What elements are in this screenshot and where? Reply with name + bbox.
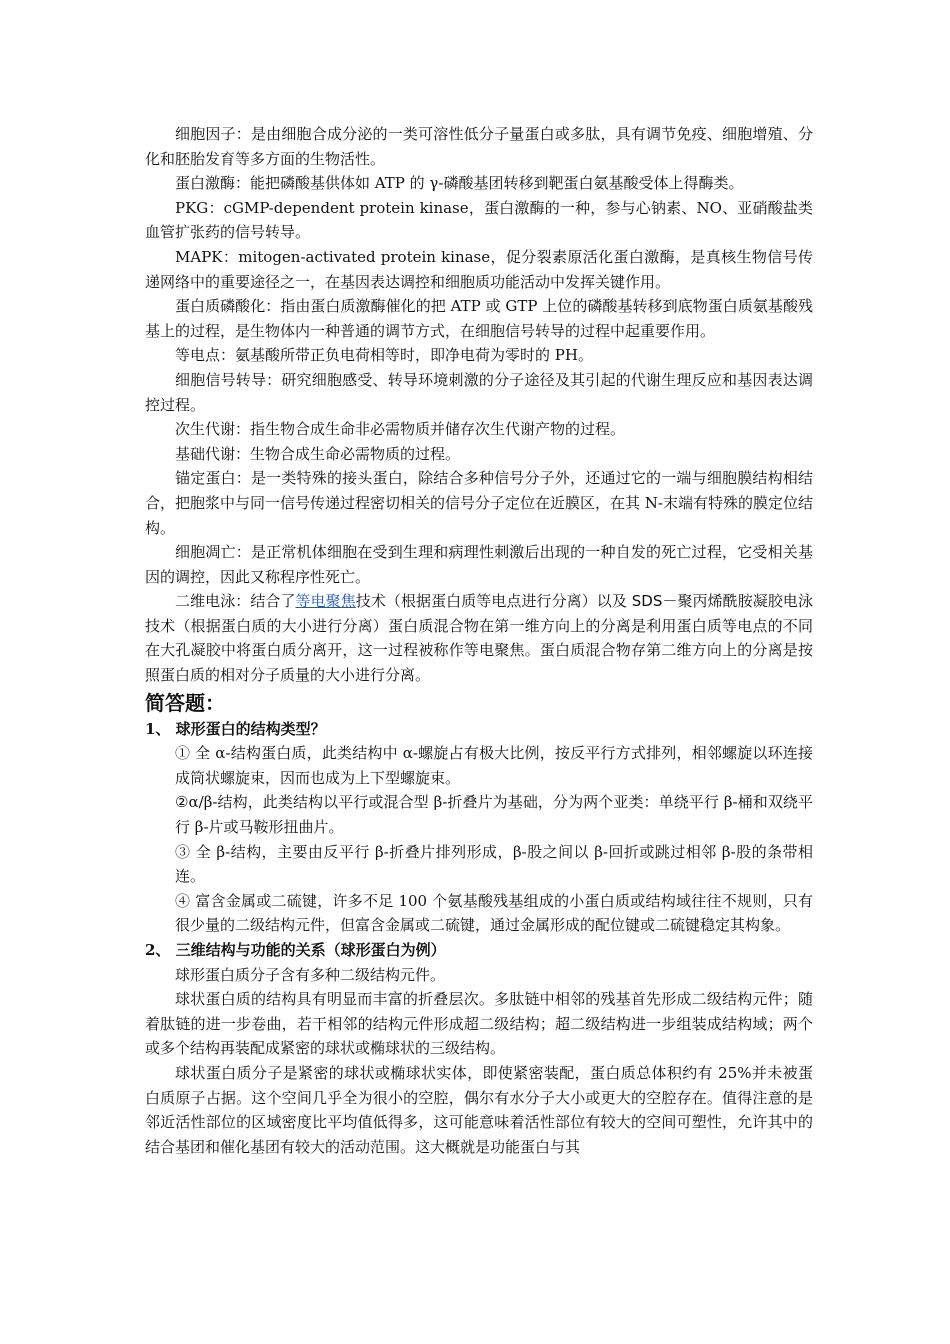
definition-phosphorylation: 蛋白质磷酸化：指由蛋白质激酶催化的把 ATP 或 GTP 上位的磷酸基转移到底物蛋白质氨基酸残基上的过程，是生物体内一种普通的调节方式，在细胞信号转导的过程中起重要作用。 <box>145 297 813 340</box>
definition-protein-kinase: 蛋白激酶：能把磷酸基供体如 ATP 的 γ-磷酸基团转移到靶蛋白氨基酸受体上得酶类。 <box>175 174 744 193</box>
section-heading: 简答题： <box>145 690 225 715</box>
answer-paragraph: 球状蛋白质分子是紧密的球状或椭球状实体，即使紧密装配，蛋白质总体积约有 25%并未被蛋白质原子占据。这个空间几乎全为很小的空腔，偶尔有水分子大小或更大的空腔存在。值得注意的是邻近活性部位的区域密度比平均值低得多，这可能意味着活性部位有较大的空间可塑性，允许其中的结合基团和催化基团有较大的活动范围。这大概就是功能蛋白与其 <box>145 1063 813 1156</box>
answer-paragraph: 球形蛋白质分子含有多种二级结构元件。 <box>175 965 446 984</box>
question-2-title: 2、 三维结构与功能的关系（球形蛋白为例） <box>145 941 446 959</box>
definition-secondary-metabolism: 次生代谢：指生物合成生命非必需物质并储存次生代谢产物的过程。 <box>175 420 626 439</box>
answer-item: ④ 富含金属或二硫键，许多不足 100 个氨基酸残基组成的小蛋白质或结构域往往不规则，只有很少量的二级结构元件，但富含金属或二硫键，通过金属形成的配位键或二硫键稳定其构象。 <box>175 891 813 935</box>
question-1-title: 1、 球形蛋白的结构类型？ <box>145 719 326 738</box>
electrophoresis-part1: 技术（根据蛋白质等电点进行分离）以及 <box>355 592 632 611</box>
isoelectric-focusing-link[interactable]: 等电聚焦 <box>295 592 356 611</box>
definition-apoptosis: 细胞凋亡：是正常机体细胞在受到生理和病理性刺激后出现的一种自发的死亡过程，它受相关基因的调控，因此又称程序性死亡。 <box>145 543 813 586</box>
definition-basal-metabolism: 基础代谢：生物合成生命必需物质的过程。 <box>175 444 461 463</box>
electrophoresis-sds: SDS－聚丙烯酰胺 <box>631 592 753 611</box>
answer-item: ②α/β-结构，此类结构以平行或混合型 β-折叠片为基础，分为两个亚类：单绕平行 β-桶和双绕平行 β-片或马鞍形扭曲片。 <box>175 793 813 837</box>
electrophoresis-part2: 凝胶电泳技术（根据蛋白质的大小进行分离）蛋白质混合物在第一维方向上的分离是利用蛋白质等电点的不同在大孔凝胶中将蛋白质分离开，这一过程被称作等电聚焦。蛋白质混合物存第二维方向上的分离是按照蛋白质的相对分子质量的大小进行分离。 <box>145 592 813 685</box>
answer-item: ③ 全 β-结构，主要由反平行 β-折叠片排列形成，β-股之间以 β-回折或跳过相邻 β-股的条带相连。 <box>175 842 813 886</box>
definition-signal-transduction: 细胞信号转导：研究细胞感受、转导环境刺激的分子途径及其引起的代谢生理反应和基因表达调控过程。 <box>145 370 813 414</box>
definition-isoelectric-point: 等电点：氨基酸所带正负电荷相等时，即净电荷为零时的 PH。 <box>175 346 593 365</box>
document-page <box>145 122 813 1159</box>
definition-anchoring-protein: 锚定蛋白：是一类特殊的接头蛋白，除结合多种信号分子外，还通过它的一端与细胞膜结构相结合，把胞浆中与同一信号传递过程密切相关的信号分子定位在近膜区，在其 N-末端有特殊的膜定位结构。 <box>145 469 813 537</box>
answer-paragraph: 球状蛋白质的结构具有明显而丰富的折叠层次。多肽链中相邻的残基首先形成二级结构元件；随着肽链的进一步卷曲，若干相邻的结构元件形成超二级结构；超二级结构进一步组装成结构域；两个或多个结构再装配成紧密的球状或椭球状的三级结构。 <box>145 990 813 1058</box>
electrophoresis-prefix: 二维电泳：结合了 <box>175 592 296 611</box>
question-1-answers <box>145 741 813 938</box>
definition-cytokine: 细胞因子：是由细胞合成分泌的一类可溶性低分子量蛋白或多肽，具有调节免疫、细胞增殖、分化和胚胎发育等多方面的生物活性。 <box>145 125 813 168</box>
answer-item: ① 全 α-结构蛋白质，此类结构中 α-螺旋占有极大比例，按反平行方式排列，相邻螺旋以环连接成筒状螺旋束，因而也成为上下型螺旋束。 <box>175 744 813 787</box>
definition-2d-electrophoresis <box>145 589 813 687</box>
definition-pkg: PKG：cGMP-dependent protein kinase，蛋白激酶的一种，参与心钠素、NO、亚硝酸盐类血管扩张药的信号转导。 <box>145 198 813 242</box>
definition-mapk: MAPK：mitogen-activated protein kinase，促分裂素原活化蛋白激酶，是真核生物信号传递网络中的重要途径之一，在基因表达调控和细胞质功能活动中发挥关键作用。 <box>145 247 813 291</box>
